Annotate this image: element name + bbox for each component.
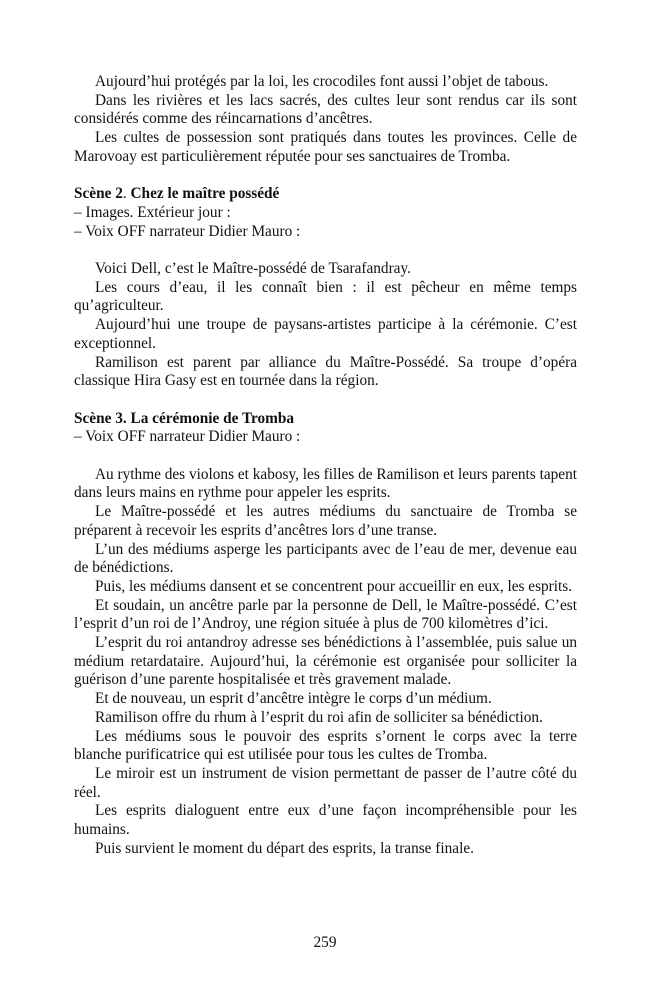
spacer: [74, 241, 577, 260]
paragraph: Au rythme des violons et kabosy, les filles de Ramilison et leurs parents tapent dans leurs mains en rythme pour appeler les esprits.: [74, 465, 577, 502]
page-number: 259: [313, 934, 337, 951]
spacer: [74, 167, 577, 186]
paragraph: Les esprits dialoguent entre eux d’une façon incompréhensible pour les humains.: [74, 802, 577, 839]
paragraph: Dans les rivières et les lacs sacrés, des cultes leur sont rendus car ils sont considérés comme des réincarnations d’ancêtres.: [74, 91, 577, 128]
spacer: [74, 391, 577, 410]
paragraph: Ramilison est parent par alliance du Maître-Possédé. Sa troupe d’opéra classique Hira Gasy est en tournée dans la région.: [74, 353, 577, 390]
paragraph: Les cultes de possession sont pratiqués dans toutes les provinces. Celle de Marovoay est particulièrement réputée pour ses sanctuaires de Tromba.: [74, 129, 577, 165]
paragraph: Et de nouveau, un esprit d’ancêtre intègre le corps d’un médium.: [95, 690, 492, 708]
paragraph: Ramilison offre du rhum à l’esprit du roi afin de solliciter sa bénédiction.: [95, 708, 543, 726]
paragraph: Les cours d’eau, il les connaît bien : il est pêcheur en même temps qu’agriculteur.: [74, 278, 577, 315]
paragraph: Puis, les médiums dansent et se concentrent pour accueillir en eux, les esprits.: [95, 577, 573, 595]
stage-direction: – Voix OFF narrateur Didier Mauro :: [74, 222, 301, 240]
scene-2-heading: [74, 185, 577, 204]
page-body: [74, 73, 577, 858]
spacer: [74, 447, 577, 466]
scene-2-number: Scène 2: [74, 185, 123, 203]
paragraph: Voici Dell, c’est le Maître-possédé de Tsarafandray.: [95, 260, 411, 277]
paragraph: Le Maître-possédé et les autres médiums du sanctuaire de Tromba se préparent à recevoir les esprits d’ancêtres lors d’une transe.: [74, 503, 577, 539]
paragraph: Les médiums sous le pouvoir des esprits s’ornent le corps avec la terre blanche purificatrice qui est utilisée pour tous les cultes de Tromba.: [74, 727, 577, 764]
paragraph: Le miroir est un instrument de vision permettant de passer de l’autre côté du réel.: [74, 764, 577, 801]
scene-3-heading: Scène 3. La cérémonie de Tromba: [74, 409, 295, 427]
stage-direction: – Images. Extérieur jour :: [74, 203, 231, 221]
scene-2-title: Chez le maître possédé: [126, 185, 280, 203]
paragraph: Et soudain, un ancêtre parle par la personne de Dell, le Maître-possédé. C’est l’esprit d’un roi de l’Androy, une région située à plus de 700 kilomètres d’ici.: [74, 596, 577, 633]
paragraph: L’un des médiums asperge les participants avec de l’eau de mer, devenue eau de bénédictions.: [74, 540, 577, 577]
paragraph: L’esprit du roi antandroy adresse ses bénédictions à l’assemblée, puis salue un médium retardataire. Aujourd’hui, la cérémonie est organisée pour solliciter la guérison d’une parente hospitalisée et très gravement malade.: [74, 634, 577, 689]
paragraph: Aujourd’hui une troupe de paysans-artistes participe à la cérémonie. C’est exceptionnel.: [74, 316, 577, 352]
paragraph: Puis survient le moment du départ des esprits, la transe finale.: [95, 839, 474, 857]
paragraph: Aujourd’hui protégés par la loi, les crocodiles font aussi l’objet de tabous.: [95, 73, 549, 90]
scene-2-separator: .: [122, 185, 127, 203]
stage-direction: – Voix OFF narrateur Didier Mauro :: [74, 428, 301, 446]
